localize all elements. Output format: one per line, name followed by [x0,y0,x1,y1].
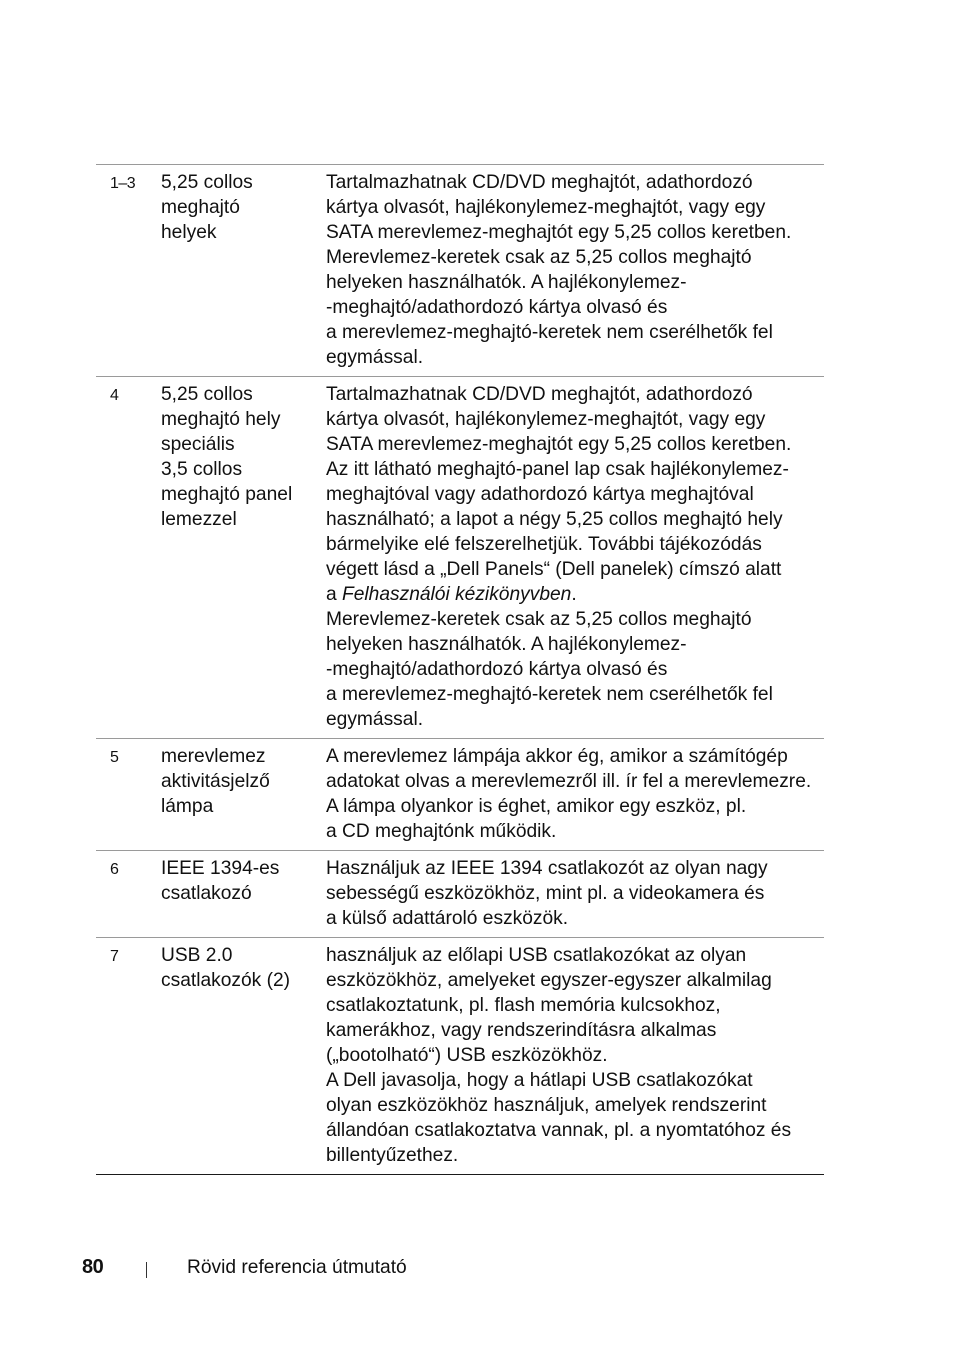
item-number: 4 [110,387,119,404]
item-description: Tartalmazhatnak CD/DVD meghajtót, adathordozó kártya olvasót, hajlékonylemez-meghajtót, vagy egy SATA merevlemez-meghajtót egy 5,25 collos keretben. Merevlemez-keretek csak az 5,25 collos meghajtó helyeken használhatók. A hajlékonylemez- -meghajtó/adathordozó kártya olvasó és a merevlemez-meghajtó-keretek nem cserélhetők fel egymással. [326,172,792,368]
footer-title: Rövid referencia útmutató [187,1257,407,1278]
page-footer [0,1256,954,1284]
item-number: 7 [110,948,119,965]
item-description: Használjuk az IEEE 1394 csatlakozót az olyan nagy sebességű eszközökhöz, mint pl. a videokamera és a külső adattároló eszközök. [326,858,768,929]
table-row [96,937,824,1174]
item-number: 1–3 [110,175,136,192]
item-name: 5,25 collos meghajtó hely speciális 3,5 collos meghajtó panel lemezzel [161,384,293,530]
item-description: A merevlemez lámpája akkor ég, amikor a számítógép adatokat olvas a merevlemezről ill. ír fel a merevlemezre. A lámpa olyankor is éghet, amikor egy eszköz, pl. a CD meghajtónk működik. [326,746,812,842]
item-name: USB 2.0 csatlakozók (2) [161,945,291,991]
table-row [96,376,824,738]
item-name: merevlemez aktivitásjelző lámpa [161,746,270,817]
item-description: használjuk az előlapi USB csatlakozókat az olyan eszközökhöz, amelyeket egyszer-egyszer alkalmilag csatlakoztatunk, pl. flash memória kulcsokhoz, kamerákhoz, vagy rendszerindításra alkalmas („bootolható“) USB eszközökhöz. A Dell javasolja, hogy a hátlapi USB csatlakozókat olyan eszközökhöz használjuk, amelyek rendszerint állandóan csatlakoztatva vannak, pl. a nyomtatóhoz és billentyűzethez. [326,945,792,1166]
footer-divider [146,1262,147,1278]
manual-title: Felhasználói kézikönyvben [342,584,572,605]
item-number: 6 [110,861,119,878]
description-text: . Merevlemez-keretek csak az 5,25 collos meghajtó helyeken használhatók. A hajlékonylemez- -meghajtó/adathordozó kártya olvasó és a merevlemez-meghajtó-keretek nem cserélhetők fel egymással. [326,584,773,730]
table-row [96,850,824,937]
table-row [96,738,824,850]
page-number: 80 [82,1256,104,1278]
item-name: 5,25 collos meghajtó helyek [161,172,253,243]
item-name: IEEE 1394-es csatlakozó [161,858,280,904]
component-table [96,164,824,1175]
table-row [96,165,824,376]
item-description [326,382,824,732]
item-number: 5 [110,749,119,766]
description-text: Tartalmazhatnak CD/DVD meghajtót, adathordozó kártya olvasót, hajlékonylemez-meghajtót, vagy egy SATA merevlemez-meghajtót egy 5,25 collos keretben. Az itt látható meghajtó-panel lap csak hajlékonylemez- meghajtóval vagy adathordozó kártya meghajtóval használható; a lapot a négy 5,25 collos meghajtó hely bármelyike elé felszerelhetjük. További tájékozódás végett lásd a „Dell Panels“ (Dell panelek) címszó alatt a [326,384,792,605]
